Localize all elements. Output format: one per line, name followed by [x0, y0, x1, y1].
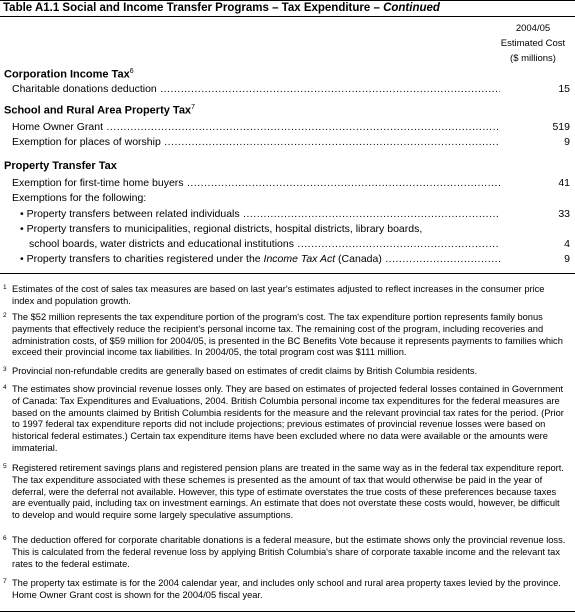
row-value: 9	[564, 253, 570, 265]
table-title-continued: Continued	[383, 2, 440, 14]
footnote-number: 5	[3, 463, 7, 470]
table-row	[0, 252, 575, 266]
section-title: School and Rural Area Property Tax	[4, 104, 192, 117]
row-label: school boards, water districts and educational institutions .....	[29, 237, 500, 251]
table-row	[0, 120, 575, 134]
table-row	[0, 176, 575, 190]
section-title: Corporation Income Tax	[4, 68, 130, 81]
footnote-number: 1	[3, 284, 7, 291]
footnote-text: The $52 million represents the tax expenditure portion of the program's cost. The tax expenditure portion represents family bonus payments that effectively reduce the recipient's personal income tax. The remaining cost of the program, including recoveries and administration costs, of $59 million for 2004/05, is presented in the BC Benefits Vote because it represents payments to families which exceed their provincial income tax liabilities. In 2004/05, the total program cost was $111 million.	[12, 312, 563, 358]
table-row	[0, 222, 575, 236]
footnote-1	[3, 284, 568, 308]
row-value: 15	[558, 83, 570, 95]
row-value: 9	[564, 136, 570, 148]
section-property-transfer-tax	[4, 160, 117, 172]
column-header-label: Estimated Cost	[500, 38, 566, 49]
footnote-number: 4	[3, 384, 7, 391]
column-header-estimated-cost	[493, 21, 573, 66]
row-value: 33	[558, 208, 570, 220]
row-label: • Property transfers between related individuals .....	[20, 207, 500, 221]
footnote-4	[3, 384, 568, 455]
footnote-text: Estimates of the cost of sales tax measures are based on last year's estimates adjusted to reflect increases in the consumer price index and population growth.	[12, 284, 545, 306]
row-label: • Property transfers to municipalities, regional districts, hospital districts, library boards,	[20, 223, 423, 235]
column-header-year: 2004/05	[515, 23, 551, 34]
row-label: Exemptions for the following:	[12, 192, 147, 204]
section-corporation-income-tax	[4, 68, 134, 81]
row-label: Exemption for first-time home buyers .....	[12, 176, 500, 190]
table-row	[0, 82, 575, 96]
table-row	[0, 135, 575, 149]
row-value: 519	[552, 121, 570, 133]
footnote-text: The estimates show provincial revenue losses only. They are based on estimates of projected federal losses contained in Government of Canada: Tax Expenditures and Evaluations, 2004. British Columbia personal income tax expenditures for the federal measures are based on the amounts claimed by British Columbia residents for the measure and the relevant provincial tax rates for the period. (Prior to 1997 federal tax expenditure reports did not include projections; previous estimates of provincial revenue losses were based on historical federal estimates.) Certain tax expenditure items have been excluded where no data were available or the amounts were immaterial.	[12, 384, 564, 453]
footnote-ref: 7	[191, 104, 195, 111]
table-divider	[0, 273, 575, 274]
table-title-main: Table A1.1 Social and Income Transfer Programs – Tax Expenditure –	[3, 2, 384, 14]
footnote-5	[3, 463, 568, 522]
footnote-number: 2	[3, 312, 7, 319]
table-row	[0, 237, 575, 251]
row-label-text: (Canada)	[335, 253, 382, 265]
row-label-act: Income Tax Act	[263, 253, 336, 265]
section-title: Property Transfer Tax	[4, 160, 117, 172]
footnote-3	[3, 366, 568, 378]
table-title	[0, 0, 575, 17]
row-label: Exemption for places of worship .....	[12, 135, 500, 149]
footnote-number: 6	[3, 535, 7, 542]
footnote-ref: 6	[129, 68, 134, 75]
row-value: 41	[558, 177, 570, 189]
footnote-text: Provincial non-refundable credits are generally based on estimates of credit claims by British Columbia residents.	[12, 366, 478, 376]
footnote-text: The property tax estimate is for the 2004 calendar year, and includes only school and rural area property taxes levied by the province. Home Owner Grant cost is shown for the 2004/05 fiscal year.	[12, 578, 561, 600]
row-label: Charitable donations deduction .....	[12, 82, 500, 96]
row-label-text: • Property transfers to charities registered under the	[20, 253, 264, 265]
column-header-unit: ($ millions)	[510, 53, 556, 64]
row-label: Home Owner Grant .....	[12, 120, 500, 134]
footnote-7	[3, 578, 568, 602]
section-property-tax	[4, 104, 195, 117]
bottom-rule	[0, 611, 575, 612]
table-row	[0, 207, 575, 221]
footnote-number: 7	[3, 578, 7, 585]
table-row	[0, 191, 575, 205]
row-label	[20, 252, 500, 266]
footnote-text: Registered retirement savings plans and registered pension plans are treated in the same way as in the federal tax expenditure report. The tax expenditure associated with these schemes is presented as the amount of tax that would otherwise be paid in the year of deferral, were the deferral not available. However, this type of estimate overstates the true costs of these preferences because taxes are eventually paid, including tax on investment earnings. An estimate that does not overstate these costs would, however, be difficult to develop and would require some largely speculative assumptions.	[12, 463, 564, 521]
footnote-2	[3, 312, 568, 359]
row-value: 4	[564, 238, 570, 250]
footnote-6	[3, 535, 568, 570]
footnote-text: The deduction offered for corporate charitable donations is a federal measure, but the estimate shows only the provincial revenue loss. This is calculated from the federal revenue loss by applying British Columbia's share of corporate taxable income and the relevant tax rates to the federal estimate.	[12, 535, 566, 569]
footnote-number: 3	[3, 366, 7, 373]
